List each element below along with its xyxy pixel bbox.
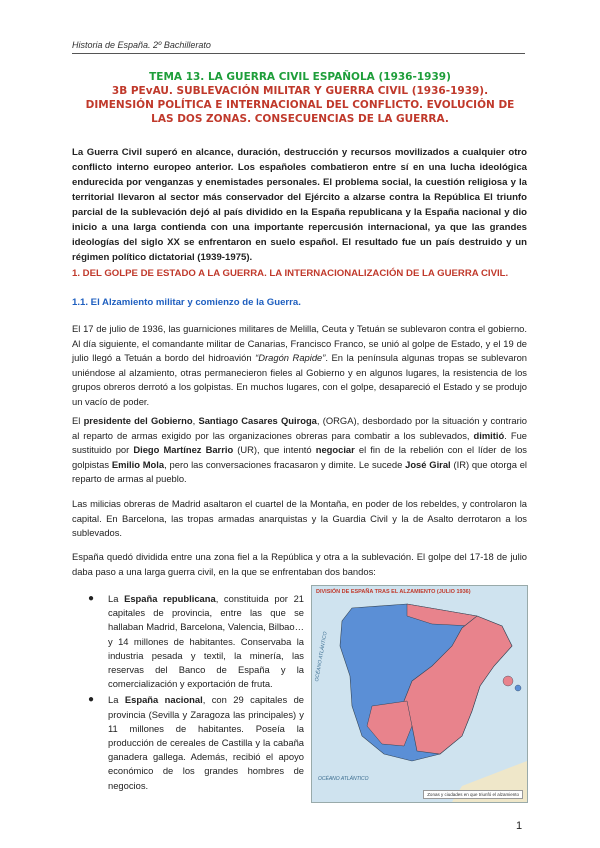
list-item-national — [72, 693, 304, 792]
bullet-pre: La — [108, 593, 125, 604]
map-title: DIVISIÓN DE ESPAÑA TRAS EL ALZAMIENTO (JULIO 1936) — [316, 589, 471, 595]
topic-title: TEMA 13. LA GUERRA CIVIL ESPAÑOLA (1936-1939) — [149, 71, 451, 83]
p1-text-b: . En la península algunas tropas se sublevaron uniéndose al alzamiento, otras permanecieron fieles al Gobierno y en algunos lugares, la resistencia de los grupos obreros derrotó a los golpistas. En muchos lugares, con el golpe, desapareció el Estado y se produjo un vacío de poder. — [72, 352, 527, 407]
p2-s5: (UR), que intentó — [233, 444, 316, 455]
bullet-post: , constituida por 21 capitales de provincia, entre las que se hallaban Madrid, Barcelona, Valencia, Bilbao… y 14 millones de habitantes. Conservaba la industria pesada y textil, la minería, las reservas del Banco de España y la comercialización y exportación de fruta. — [108, 593, 304, 690]
p2-s3: , (ORGA), desbordado por la situación y contrario al reparto de armas exigido por las organizaciones obreras para combatir a los sublevados, — [72, 415, 527, 441]
page-number: 1 — [516, 820, 523, 832]
bullet-bold: España nacional — [124, 694, 203, 706]
paragraph-division: España quedó dividida entre una zona fiel a la República y otra a la sublevación. El golpe del 17-18 de julio daba paso a una larga guerra civil, en la que se enfrentaban dos bandos: — [72, 551, 527, 577]
bullet-bold: España republicana — [124, 593, 216, 604]
p2-b2: Santiago Casares Quiroga — [198, 415, 317, 426]
paragraph-militias: Las milicias obreras de Madrid asaltaron el cuartel de la Montaña, en poder de los rebeldes, y controlaron la capital. En Barcelona, las tropas armadas anarquistas y la Guardia Civil y la de Asalto derrotaron a los sublevados. — [72, 498, 527, 538]
bullet-post: , con 29 capitales de provincia (Sevilla y Zaragoza las principales) y 11 millones de habitantes. Poseía la producción de cereales de Castilla y la cabaña ganadera gallega. Además, recibió el apoyo económico de los grandes hombres de negocios. — [108, 694, 304, 791]
p2-s8: (IR) que otorga el reparto de armas al pueblo. — [72, 458, 528, 484]
section-heading: 1. DEL GOLPE DE ESTADO A LA GUERRA. LA INTERNACIONALIZACIÓN DE LA GUERRA CIVIL. — [72, 268, 509, 279]
p1-text-a: El 17 de julio de 1936, las guarniciones militares de Melilla, Ceuta y Tetuán se sublevaron contra el gobierno. Al día siguiente, el comandante militar de Canarias, Francisco Franco, se unió al golpe de Estado, y el 19 de julio llegó a Tetuán a bordo del hidroavión — [72, 323, 527, 363]
title-block — [76, 70, 524, 126]
running-header: Historia de España. 2º Bachillerato — [72, 40, 525, 54]
bullet-icon: ● — [88, 593, 95, 604]
paragraph-coup — [72, 322, 527, 409]
p2-b3: dimitió — [473, 429, 505, 441]
p2-s6: el fin de la rebelión con el líder de los golpistas — [72, 444, 527, 470]
intro-paragraph: La Guerra Civil superó en alcance, duración, destrucción y recursos movilizados a cualquier otro conflicto interno europeo anterior. Los españoles combatieron entre sí en una lucha ideológica endurecida por venganzas y enemistades personales. El problema social, la cuestión religiosa y la territorial llevaron al sector más conservador del Ejército a alzarse contra la República El triunfo parcial de la sublevación dejó al país dividido en la España republicana y la España nacional y dio inicio a una larga contienda con una importante repercusión internacional, ya que las grandes ideologías del siglo XX se enfrentaron en suelo español. El resultado fue un país destruido y un régimen político dictatorial (1939-1975). — [72, 147, 527, 263]
p2-b6: Emilio Mola — [111, 458, 165, 470]
bullet-icon: ● — [88, 694, 95, 706]
p2-b7: José Giral — [405, 458, 451, 470]
map-legend: Zonas y ciudades en que triunfó el alzamiento — [423, 790, 523, 799]
list-item-republican — [72, 592, 304, 691]
bullet-pre: La — [108, 694, 125, 706]
p2-s7: , pero las conversaciones fracasaron y dimite. Le sucede — [164, 458, 406, 470]
spain-map-svg — [312, 586, 527, 802]
p2-s4: . Fue sustituido por — [72, 429, 527, 455]
subsection-heading: 1.1. El Alzamiento militar y comienzo de la Guerra. — [72, 297, 301, 308]
p1-ship-name: “Dragón Rapide” — [255, 352, 326, 363]
island-national — [515, 685, 521, 691]
p2-b1: presidente del Gobierno — [83, 415, 193, 426]
sea-label-side: OCÉANO ATLÁNTICO — [314, 631, 329, 683]
p2-b5: negociar — [315, 444, 355, 455]
paragraph-government — [72, 414, 527, 487]
topic-subtitle: 3B PEvAU. SUBLEVACIÓN MILITAR Y GUERRA CIVIL (1936-1939). DIMENSIÓN POLÍTICA E INTERNACIONAL DEL CONFLICTO. EVOLUCIÓN DE LAS DOS ZONAS. CONSECUENCIAS DE LA GUERRA. — [85, 85, 515, 125]
balearic-islands — [503, 676, 513, 686]
sides-list — [72, 592, 304, 795]
division-map — [311, 585, 528, 803]
p2-s2: , — [192, 415, 199, 426]
p2-b4: Diego Martínez Barrio — [133, 444, 234, 455]
p2-s1: El — [72, 415, 84, 426]
sea-label: OCÉANO ATLÁNTICO — [318, 776, 369, 782]
